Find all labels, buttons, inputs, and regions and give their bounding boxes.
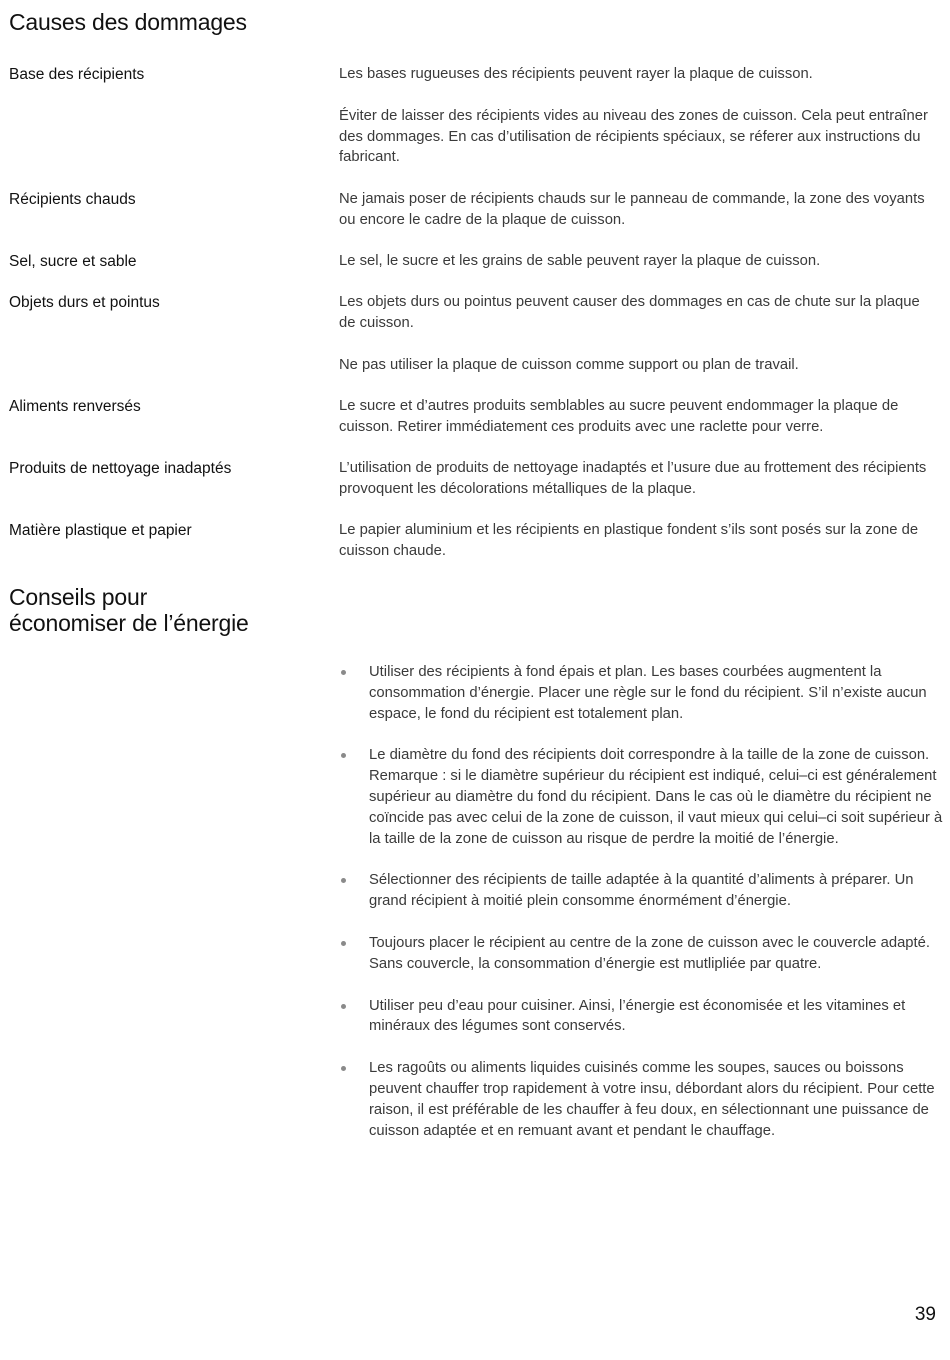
energy-tip-item bbox=[339, 662, 944, 724]
bullet-icon bbox=[341, 941, 346, 946]
damage-paragraph: Les bases rugueuses des récipients peuvent rayer la plaque de cuisson. bbox=[339, 66, 813, 82]
damage-label: Aliments renversés bbox=[9, 398, 141, 415]
page-number: 39 bbox=[914, 1304, 936, 1325]
damage-label: Produits de nettoyage inadaptés bbox=[9, 460, 232, 477]
energy-tip-item bbox=[339, 745, 944, 849]
energy-tip-item bbox=[339, 870, 944, 912]
damage-description bbox=[339, 458, 939, 521]
damage-paragraph: Ne jamais poser de récipients chauds sur le panneau de commande, la zone des voyants ou encore le cadre de la plaque de cuisson. bbox=[339, 191, 925, 228]
energy-tip-text: Sélectionner des récipients de taille adaptée à la quantité d’aliments à préparer. Un grand récipient à moitié plein consomme énormément d’énergie. bbox=[369, 872, 914, 910]
damage-paragraph: Ne pas utiliser la plaque de cuisson comme support ou plan de travail. bbox=[339, 356, 799, 373]
damage-description bbox=[339, 251, 939, 293]
damage-label: Récipients chauds bbox=[9, 191, 136, 208]
damage-label: Matière plastique et papier bbox=[9, 522, 192, 539]
energy-tip-text: Le diamètre du fond des récipients doit correspondre à la taille de la zone de cuisson. Remarque : si le diamètre supérieur du récipient est indiqué, celui–ci est généralement supérieur au diamètre du fond du récipient. Dans le cas où le diamètre du récipient ne coïncide pas avec celui de la zone de cuisson, il vaut mieux qui celui–ci soit supérieur à la taille de la zone de cuisson au risque de perdre la moitié de l’énergie. bbox=[369, 747, 943, 847]
energy-tip-item bbox=[339, 1058, 944, 1141]
bullet-icon bbox=[341, 1066, 346, 1071]
damage-description bbox=[339, 64, 939, 189]
damage-description bbox=[339, 189, 939, 252]
bullet-icon bbox=[341, 1004, 346, 1009]
damage-description bbox=[339, 520, 939, 583]
section-title-damage: Causes des dommages bbox=[9, 9, 247, 35]
energy-tip-text: Utiliser peu d’eau pour cuisiner. Ainsi, l’énergie est économisée et les vitamines et minéraux des légumes sont conservés. bbox=[369, 997, 906, 1035]
damage-label: Objets durs et pointus bbox=[9, 294, 160, 311]
damage-description bbox=[339, 292, 939, 396]
damage-label: Sel, sucre et sable bbox=[9, 253, 137, 270]
energy-tip-text: Utiliser des récipients à fond épais et plan. Les bases courbées augmentent la consommation d’énergie. Placer une règle sur le fond du récipient. S’il n’existe aucun espace, le fond du récipient est totalement plan. bbox=[369, 664, 927, 722]
energy-tip-item bbox=[339, 933, 944, 975]
damage-paragraph: Le papier aluminium et les récipients en plastique fondent s’ils sont posés sur la zone de cuisson chaude. bbox=[339, 522, 919, 559]
damage-paragraph: Le sucre et d’autres produits semblables au sucre peuvent endommager la plaque de cuisson. Retirer immédiatement ces produits avec une raclette pour verre. bbox=[339, 398, 899, 435]
damage-label: Base des récipients bbox=[9, 66, 145, 83]
bullet-icon bbox=[341, 878, 346, 883]
bullet-icon bbox=[341, 670, 346, 675]
energy-tip-item bbox=[339, 996, 944, 1038]
energy-tips-list bbox=[339, 662, 944, 1162]
bullet-icon bbox=[341, 753, 346, 758]
damage-paragraph: Éviter de laisser des récipients vides au niveau des zones de cuisson. Cela peut entraîner des dommages. En cas d’utilisation de récipients spéciaux, se réferer aux instructions du fabricant. bbox=[339, 107, 928, 166]
damage-paragraph: Le sel, le sucre et les grains de sable peuvent rayer la plaque de cuisson. bbox=[339, 253, 821, 269]
energy-tip-text: Toujours placer le récipient au centre de la zone de cuisson avec le couvercle adapté. Sans couvercle, la consommation d’énergie est mutlipliée par quatre. bbox=[369, 934, 930, 972]
damage-paragraph: L’utilisation de produits de nettoyage inadaptés et l’usure due au frottement des récipients provoquent les décolorations métalliques de la plaque. bbox=[339, 460, 927, 497]
section-title-energy bbox=[9, 584, 249, 636]
section-title-energy-line1: Conseils pour bbox=[9, 584, 148, 610]
damage-description bbox=[339, 396, 939, 459]
section-title-energy-line2: économiser de l’énergie bbox=[9, 610, 249, 636]
damage-paragraph: Les objets durs ou pointus peuvent causer des dommages en cas de chute sur la plaque de cuisson. bbox=[339, 294, 920, 331]
energy-tip-text: Les ragoûts ou aliments liquides cuisinés comme les soupes, sauces ou boissons peuvent chauffer trop rapidement à votre insu, débordant alors du récipient. Pour cette raison, il est préférable de les chauffer à feu doux, en sélectionnant une puissance de cuisson adaptée et en remuant avant et pendant le chauffage. bbox=[369, 1060, 935, 1139]
